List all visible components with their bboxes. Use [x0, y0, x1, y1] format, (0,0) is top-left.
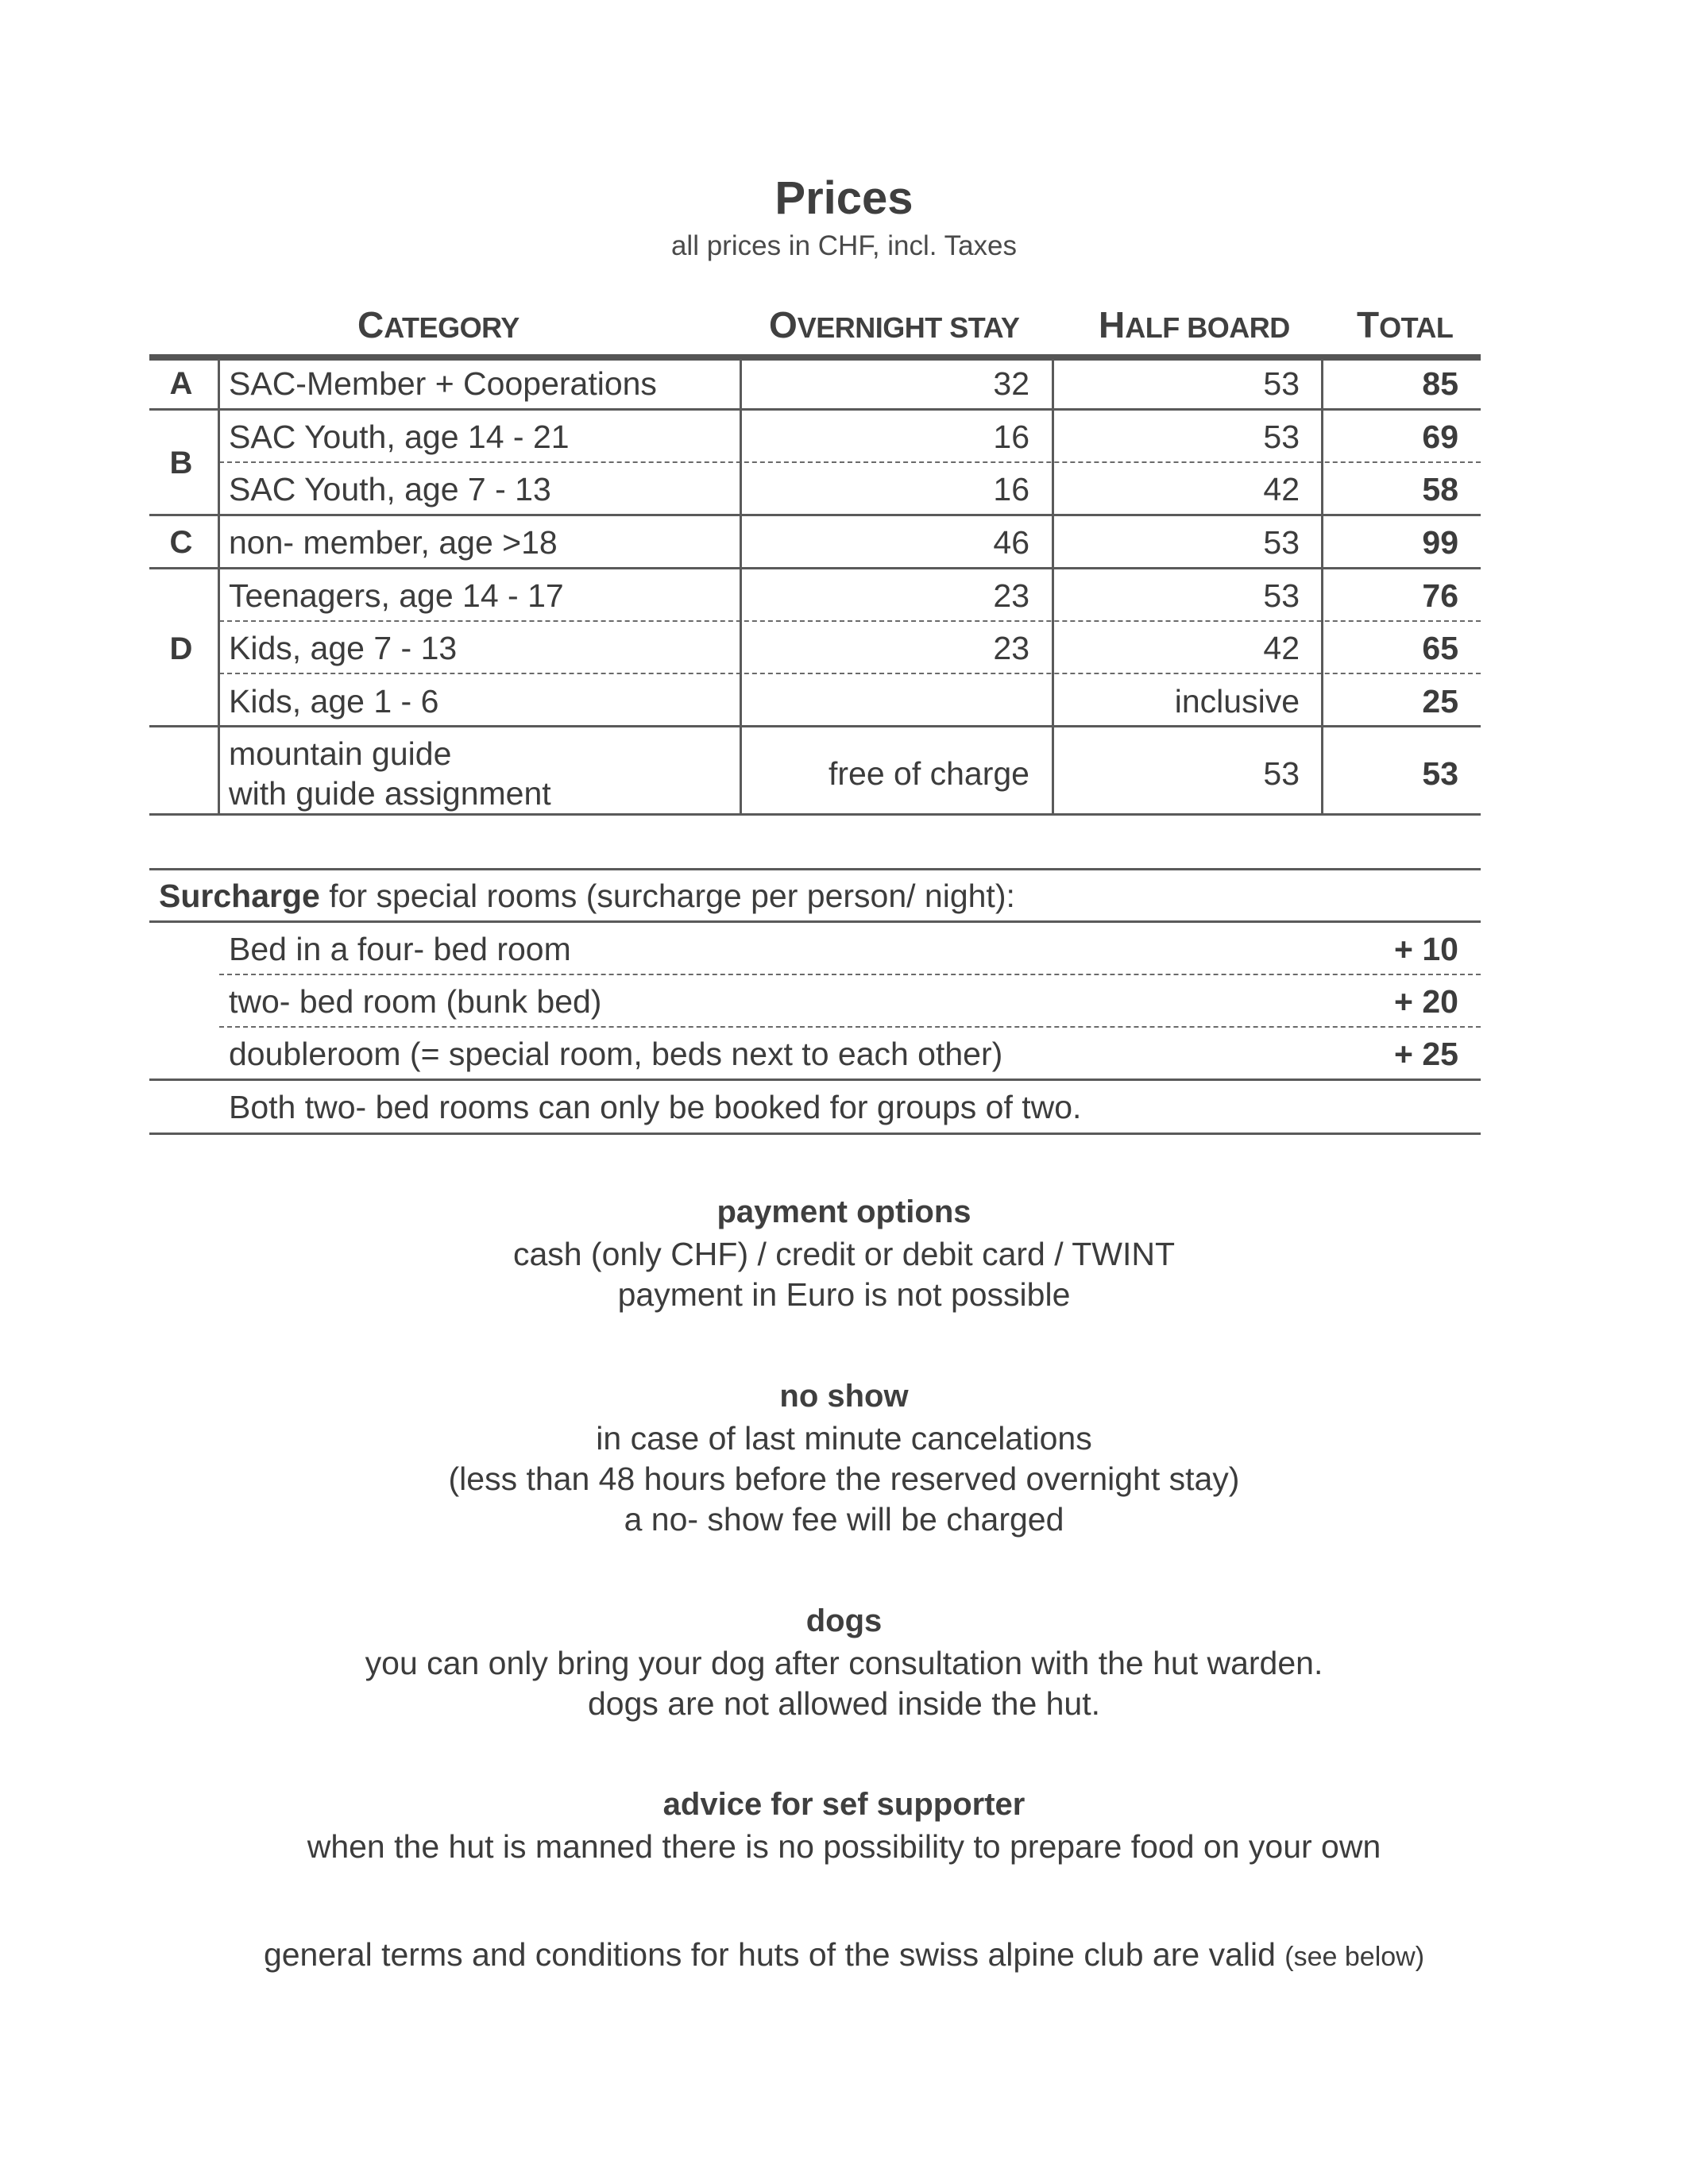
row-category: with guide assignment	[229, 775, 551, 812]
row-total: 85	[1422, 365, 1458, 402]
row-category: mountain guide	[229, 735, 452, 772]
surcharge-item-label: two- bed room (bunk bed)	[229, 983, 602, 1020]
row-category: Kids, age 1 - 6	[229, 683, 439, 720]
row-total: 25	[1422, 683, 1458, 720]
surcharge-heading: Surcharge for special rooms (surcharge per person/ night):	[159, 878, 1015, 914]
column-header-halfboard: HALF BOARD	[1099, 304, 1290, 345]
row-total: 53	[1422, 755, 1458, 792]
row-category: SAC Youth, age 14 - 21	[229, 419, 570, 455]
table-column-divider	[1052, 359, 1054, 813]
table-dashed-rule	[219, 461, 1481, 463]
group-letter: B	[169, 446, 193, 480]
row-total: 69	[1422, 419, 1458, 455]
table-rule	[149, 567, 1481, 569]
table-bottom-rule	[149, 813, 1481, 816]
advice-line: when the hut is manned there is no possibility to prepare food on your own	[307, 1828, 1381, 1865]
surcharge-dashed-rule	[219, 1026, 1481, 1028]
column-header-overnight: OVERNIGHT STAY	[769, 304, 1020, 345]
group-letter: D	[169, 631, 193, 666]
column-header-category: CATEGORY	[357, 304, 520, 345]
table-rule	[149, 725, 1481, 727]
surcharge-rule	[149, 1078, 1481, 1081]
noshow-line: a no- show fee will be charged	[624, 1501, 1064, 1538]
table-column-divider	[218, 359, 220, 813]
payment-heading: payment options	[717, 1194, 971, 1229]
table-rule	[149, 408, 1481, 411]
dogs-section	[0, 1599, 1688, 1724]
row-halfboard: 53	[1263, 577, 1300, 614]
row-overnight: 16	[993, 419, 1029, 455]
row-halfboard: 53	[1263, 755, 1300, 792]
dogs-line: you can only bring your dog after consultation with the hut warden.	[365, 1645, 1323, 1681]
noshow-line: in case of last minute cancelations	[596, 1420, 1092, 1457]
page-title: Prices	[774, 172, 914, 224]
row-halfboard: inclusive	[1174, 683, 1300, 720]
row-category: non- member, age >18	[229, 524, 558, 561]
surcharge-item-label: Bed in a four- bed room	[229, 931, 571, 967]
noshow-line: (less than 48 hours before the reserved overnight stay)	[448, 1461, 1240, 1497]
dogs-line: dogs are not allowed inside the hut.	[587, 1685, 1101, 1722]
payment-line: payment in Euro is not possible	[617, 1276, 1071, 1313]
row-category: SAC Youth, age 7 - 13	[229, 471, 551, 507]
dogs-heading: dogs	[805, 1603, 883, 1638]
row-category: Teenagers, age 14 - 17	[229, 577, 564, 614]
surcharge-item-price: + 20	[1394, 983, 1458, 1020]
group-letter: A	[169, 366, 193, 401]
row-overnight: 23	[993, 577, 1029, 614]
surcharge-item-label: doubleroom (= special room, beds next to each other)	[229, 1036, 1003, 1072]
table-dashed-rule	[219, 673, 1481, 674]
row-halfboard: 53	[1263, 419, 1300, 455]
surcharge-rule	[149, 868, 1481, 870]
row-total: 99	[1422, 524, 1458, 561]
surcharge-note: Both two- bed rooms can only be booked for groups of two.	[229, 1089, 1082, 1125]
surcharge-rule	[149, 1133, 1481, 1135]
table-top-rule	[149, 354, 1481, 361]
table-dashed-rule	[219, 620, 1481, 622]
noshow-section	[0, 1374, 1688, 1540]
noshow-heading: no show	[779, 1379, 909, 1414]
row-total: 65	[1422, 630, 1458, 666]
payment-section	[0, 1190, 1688, 1315]
group-letter: C	[169, 525, 193, 560]
table-column-divider	[1321, 359, 1323, 813]
table-column-divider	[740, 359, 742, 813]
surcharge-item-price: + 10	[1394, 931, 1458, 967]
row-category: Kids, age 7 - 13	[229, 630, 458, 666]
row-halfboard: 53	[1263, 524, 1300, 561]
column-header-total: TOTAL	[1357, 304, 1454, 345]
advice-section	[0, 1782, 1688, 1867]
row-halfboard: 42	[1263, 630, 1300, 666]
row-overnight: 23	[993, 630, 1029, 666]
table-rule	[149, 514, 1481, 516]
advice-heading: advice for sef supporter	[662, 1787, 1026, 1822]
row-halfboard: 42	[1263, 471, 1300, 507]
row-halfboard: 53	[1263, 365, 1300, 402]
surcharge-rule	[149, 920, 1481, 923]
row-overnight: free of charge	[829, 755, 1029, 792]
surcharge-dashed-rule	[219, 974, 1481, 975]
terms-footer: general terms and conditions for huts of the swiss alpine club are valid (see below)	[263, 1936, 1425, 1973]
row-overnight: 16	[993, 471, 1029, 507]
row-overnight: 32	[993, 365, 1029, 402]
row-total: 58	[1422, 471, 1458, 507]
surcharge-item-price: + 25	[1394, 1036, 1458, 1072]
row-category: SAC-Member + Cooperations	[229, 365, 657, 402]
row-overnight: 46	[993, 524, 1029, 561]
page-subtitle: all prices in CHF, incl. Taxes	[670, 230, 1018, 261]
payment-line: cash (only CHF) / credit or debit card / TWINT	[512, 1236, 1176, 1272]
row-total: 76	[1422, 577, 1458, 614]
